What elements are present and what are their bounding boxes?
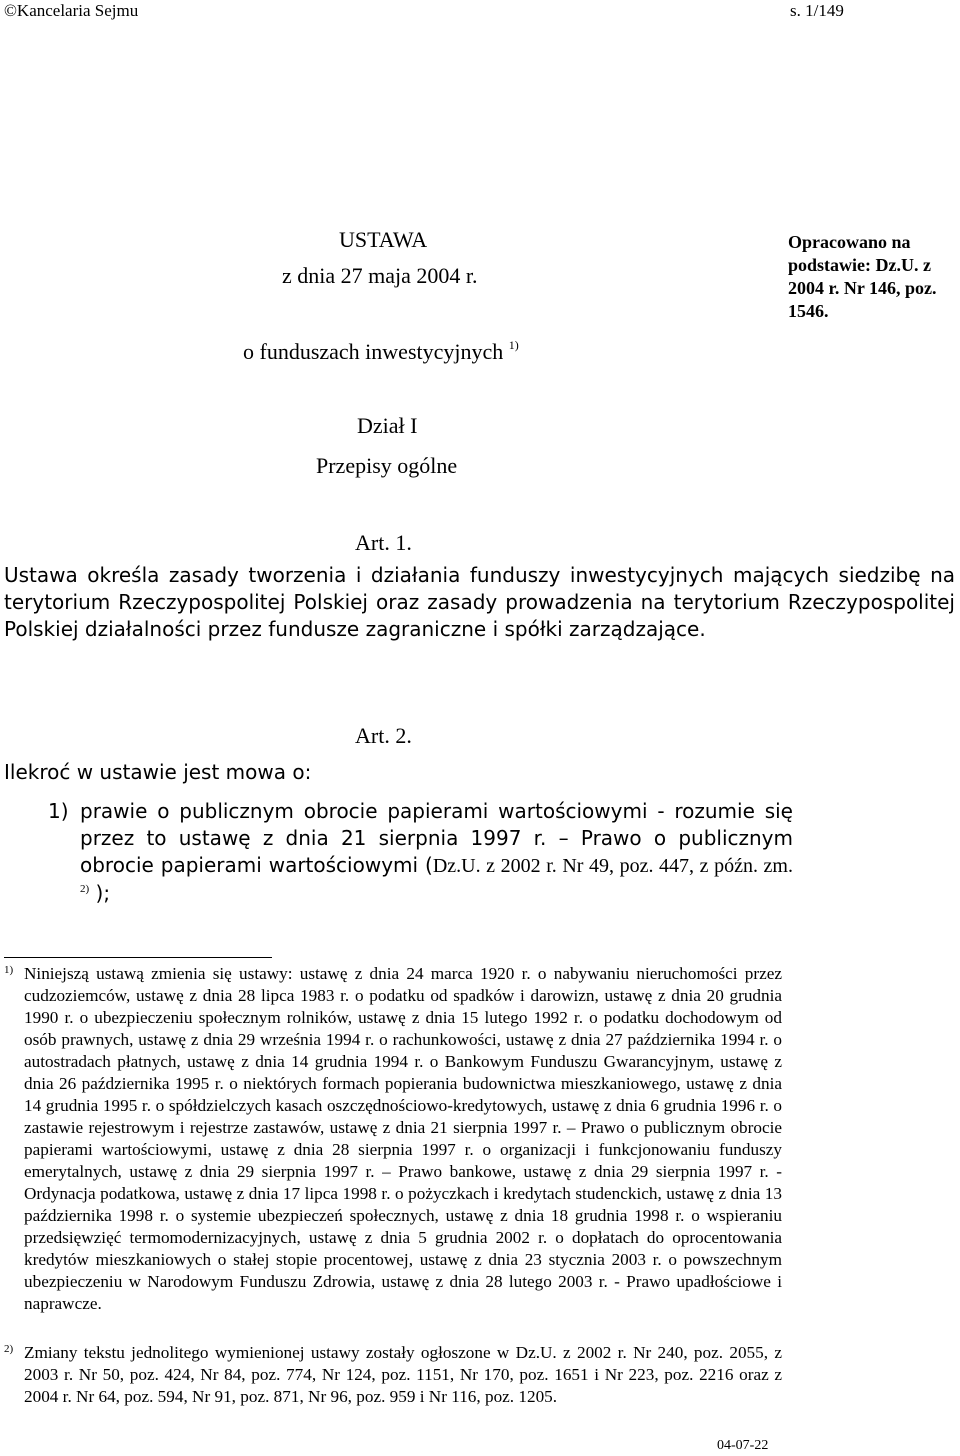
page-header: [0, 0, 960, 30]
footnote-separator: [4, 957, 272, 958]
item-text: prawie o publicznym obrocie papierami wartościowymi - rozumie się przez to ustawę z dnia 21 sierpnia 1997 r. – Prawo o publicznym obrocie papierami wartościowymi (: [80, 799, 793, 877]
article-2-item-1: [48, 798, 793, 911]
document-title: [243, 338, 519, 366]
item-body: [48, 798, 793, 911]
footnote-1-text: Niniejszą ustawą zmienia się ustawy: ustawę z dnia 24 marca 1920 r. o nabywaniu nieruchomości przez cudzoziemców, ustawę z dnia 28 lipca 1983 r. o podatku od spadków i darowizn, ustawę z dnia 20 grudnia 1990 r. o ubezpieczeniu społecznym rolników, ustawę z dnia 15 lutego 1992 r. o podatku dochodowym od osób prawnych, ustawę z dnia 29 września 1994 r. o rachunkowości, ustawę z dnia 27 października 1994 r. o autostradach płatnych, ustawę z dnia 14 grudnia 1994 r. o Bankowym Funduszu Gwarancyjnym, ustawę z dnia 26 października 1995 r. o niektórych formach popierania budownictwa mieszkaniowego, ustawę z dnia 14 grudnia 1995 r. o spółdzielczych kasach oszczędnościowo-kredytowych, ustawę z dnia 6 grudnia 1996 r. o zastawie rejestrowym i rejestrze zastawów, ustawę z dnia 21 sierpnia 1997 r. – Prawo o publicznym obrocie papierami wartościowymi, ustawę z dnia 28 sierpnia 1997 r. o organizacji i funkcjonowaniu funduszy emerytalnych, ustawę z dnia 29 sierpnia 1997 r. – Prawo bankowe, ustawę z dnia 29 sierpnia 1997 r. - Ordynacja podatkowa, ustawę z dnia 17 lipca 1998 r. o pożyczkach i kredytach studenckich, ustawę z dnia 13 października 1998 r. o systemie ubezpieczeń społecznych, ustawę z dnia 18 grudnia 1998 r. o wspieraniu przedsięwzięć termomodernizacyjnych, ustawę z dnia 5 grudnia 2002 r. o dopłatach do oprocentowania kredytów mieszkaniowych o stałej stopie procentowej, ustawę z dnia 23 stycznia 2003 r. o powszechnym ubezpieczeniu w Narodowym Funduszu Zdrowia, ustawę z dnia 28 lutego 2003 r. - Prawo upadłościowe i naprawcze.: [24, 964, 782, 1313]
document-date: z dnia 27 maja 2004 r.: [282, 263, 478, 288]
item-citation: Dz.U. z 2002 r. Nr 49, poz. 447, z późn. zm.: [432, 855, 793, 877]
footnote-1-mark: 1): [4, 964, 14, 976]
article-1-text: Ustawa określa zasady tworzenia i działania funduszy inwestycyjnych mających siedzibę na terytorium Rzeczypospolitej Polskiej oraz zasady prowadzenia na terytorium Rzeczypospolitej Polskiej działalności przez fundusze zagraniczne i spółki zarządzające.: [4, 563, 955, 641]
footnote-1: [4, 963, 782, 1315]
document-type: USTAWA: [339, 227, 428, 252]
item-tail: );: [95, 881, 111, 905]
source-note: Opracowano na podstawie: Dz.U. z 2004 r. Nr 146, poz. 1546.: [788, 232, 937, 321]
footer-date: 04-07-22: [717, 1438, 769, 1453]
item-footnote-ref: 2): [80, 883, 90, 895]
section-title: Przepisy ogólne: [316, 453, 458, 478]
document-title-text: o funduszach inwestycyjnych: [243, 339, 504, 364]
footnote-2-text: Zmiany tekstu jednolitego wymienionej ustawy zostały ogłoszone w Dz.U. z 2002 r. Nr 240, poz. 2055, z 2003 r. Nr 50, poz. 424, Nr 84, poz. 774, Nr 124, poz. 1151, Nr 170, poz. 1651 i Nr 223, poz. 2216 oraz z 2004 r. Nr 64, poz. 594, Nr 91, poz. 871, Nr 96, poz. 959 i Nr 116, poz. 1205.: [24, 1343, 782, 1406]
item-number: 1): [48, 799, 69, 823]
footnote-2: [4, 1342, 782, 1408]
article-2-heading: Art. 2.: [355, 723, 412, 748]
article-2-intro: Ilekroć w ustawie jest mowa o:: [4, 760, 312, 784]
footnote-2-mark: 2): [4, 1343, 14, 1355]
header-copyright: ©Kancelaria Sejmu: [4, 1, 139, 20]
title-footnote-ref: 1): [508, 337, 519, 352]
section-number: Dział I: [357, 413, 418, 438]
header-page-number: s. 1/149: [790, 1, 844, 20]
article-1-heading: Art. 1.: [355, 530, 412, 555]
